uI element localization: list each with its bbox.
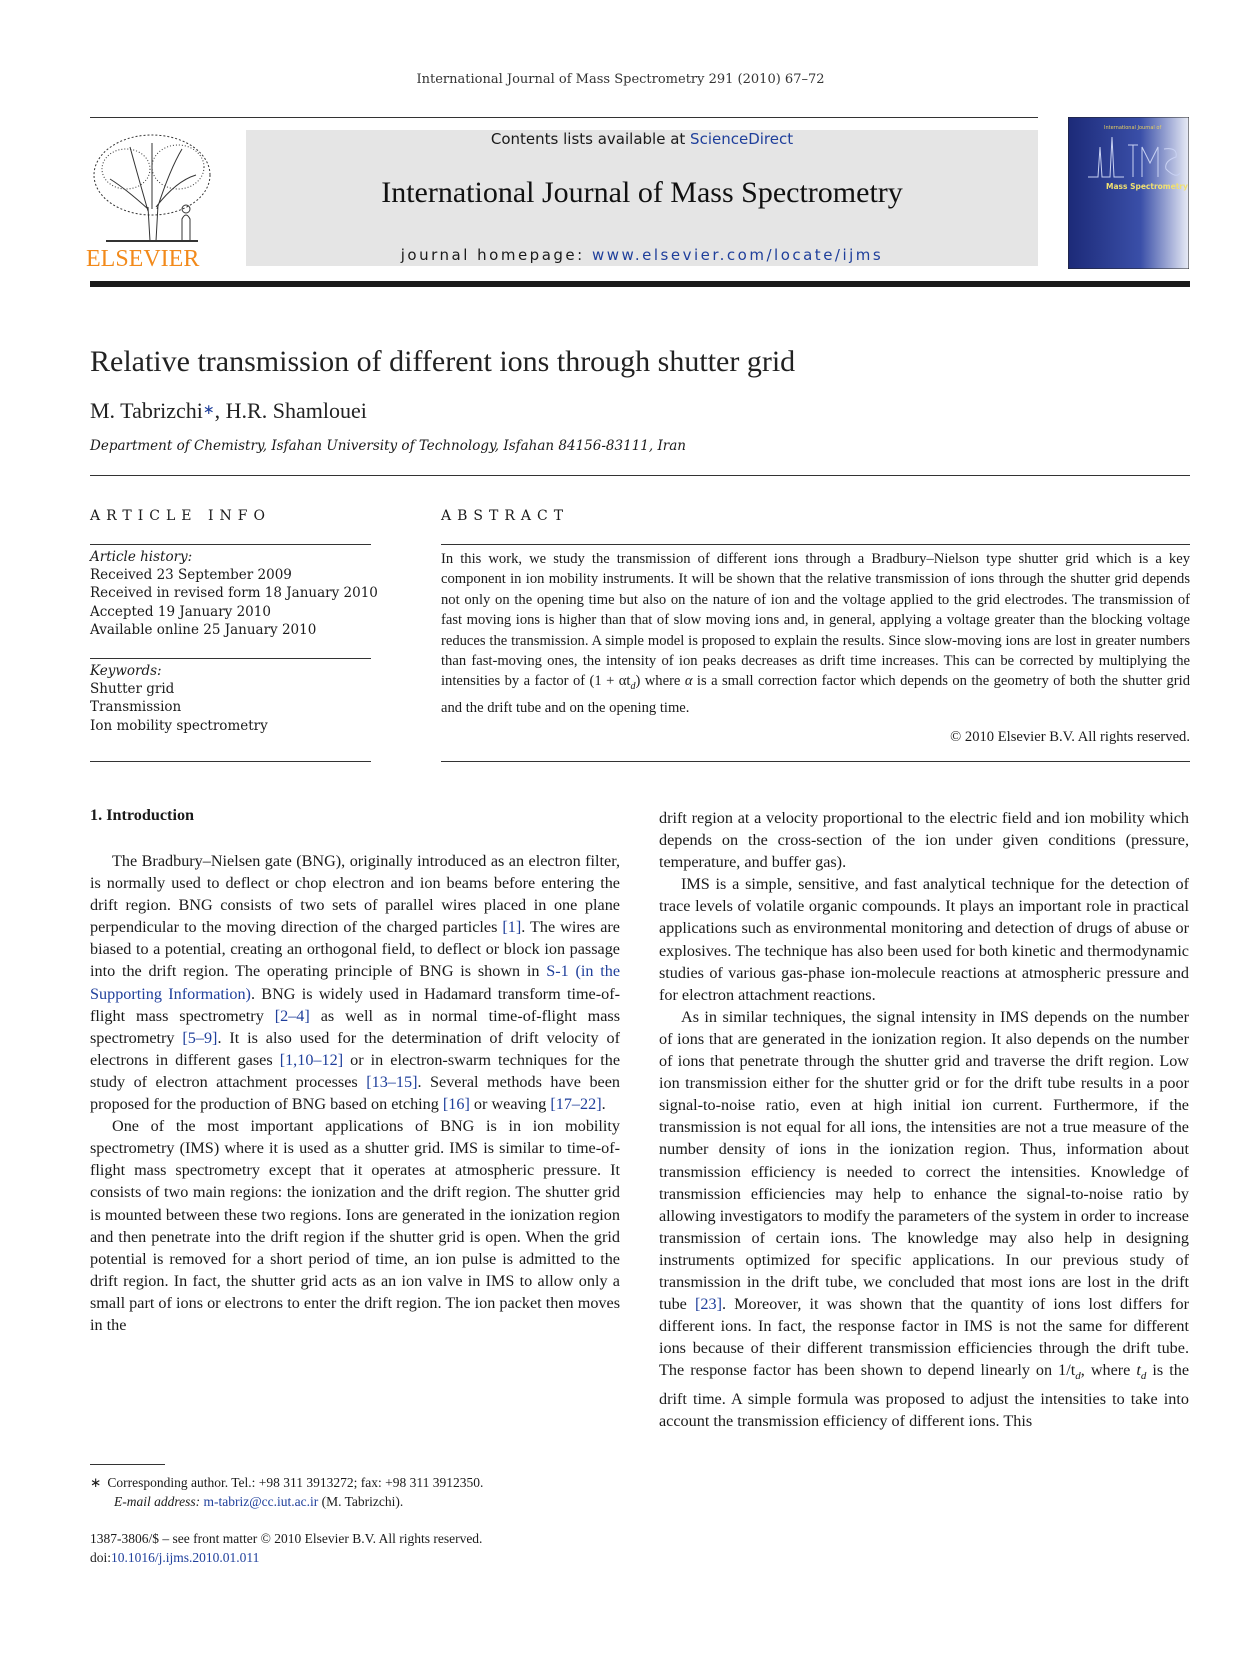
abstract-rule-top xyxy=(441,544,1190,545)
keyword-item: Ion mobility spectrometry xyxy=(90,717,268,734)
cover-small-text: International Journal of xyxy=(1104,125,1162,131)
author-2: , H.R. Shamlouei xyxy=(214,398,367,423)
front-matter xyxy=(90,1530,482,1567)
citation-link[interactable]: [13–15] xyxy=(366,1072,418,1091)
text-run: or in electron-swarm techniques for the study of electron attachment processes xyxy=(90,1050,620,1091)
abstract-copyright: © 2010 Elsevier B.V. All rights reserved. xyxy=(950,729,1190,745)
article-title: Relative transmission of different ions through shutter grid xyxy=(90,345,796,378)
front-matter-line: 1387-3806/$ – see front matter © 2010 Elsevier B.V. All rights reserved. xyxy=(90,1531,483,1546)
homepage-link[interactable]: www.elsevier.com/locate/ijms xyxy=(591,246,884,264)
author-list xyxy=(90,398,367,424)
paragraph: One of the most important applications of BNG is in ion mobility spectrometry (IMS) where it is used as a shutter grid. IMS is similar to time-of-flight mass spectrometry except that it operates at atmospheric pressure. It consists of two main regions: the ionization and the drift region. The shutter grid is mounted between these two regions. Ions are generated in the ionization region and then penetrate into the drift region if the shutter grid is open. When the grid potential is removed for a short period of time, an ion pulse is admitted to the drift region. In fact, the shutter grid acts as an ion valve in IMS to allow only a small part of ions or electrons to enter the drift region. The ion packet then moves in the xyxy=(90,1117,620,1334)
abstract-text xyxy=(441,549,1190,718)
paragraph: drift region at a velocity proportional to the electric field and ion mobility which depends on the cross-section of the ion under given conditions (pressure, temperature, and buffer gas). xyxy=(659,809,1189,872)
footnote-mark: ∗ xyxy=(90,1475,102,1490)
section-heading: 1. Introduction xyxy=(90,806,195,824)
abstract-part: In this work, we study the transmission of different ions through a Bradbury–Nielson type shutter grid which is a key component in ion mobility instruments. It will be shown that the relative transmission of ions through the shutter grid depends not only on the opening time but also on the nature of ion and the voltage applied to the grid electrodes. The transmission of fast moving ions is higher than that of slow moving ions and, in general, applying a voltage greater than the blocking voltage reduces the transmission. A simple model is proposed to explain the results. Since slow-moving ions are lost in greater numbers than fast-moving ones, the intensity of ion peaks decreases as drift time increases. This can be corrected by multiplying the intensities by a factor of xyxy=(441,551,1190,690)
history-item: Accepted 19 January 2010 xyxy=(90,603,271,620)
doi-line xyxy=(90,1549,482,1568)
text-run: . xyxy=(601,1095,606,1114)
citation-link[interactable]: [17–22] xyxy=(550,1095,602,1114)
footnote-line xyxy=(90,1474,483,1493)
text-run: is the drift time. A simple formula was proposed to adjust the intensities to take into account the transmission efficiency of different ions. This xyxy=(659,1361,1190,1430)
citation-link[interactable]: [16] xyxy=(442,1095,470,1114)
text-run: or weaving xyxy=(469,1095,551,1114)
paragraph: IMS is a simple, sensitive, and fast analytical technique for the detection of trace levels of volatile organic compounds. It plays an important role in practical applications such as environmental monitoring and detection of drugs of abuse or explosives. The technique has also been used for both kinetic and thermodynamic studies of various gas-phase ion-molecule reactions at atmospheric pressure and for electron attachment reactions. xyxy=(659,875,1189,1004)
abstract-rule-bottom xyxy=(441,761,1190,762)
body-column-left xyxy=(90,850,620,1336)
contents-line xyxy=(246,130,1038,148)
history-item: Available online 25 January 2010 xyxy=(90,621,317,638)
abstract-part: is a small correction factor which depends on the geometry of both the shutter grid and the drift tube and on the opening time. xyxy=(441,673,1190,716)
citation-link[interactable]: [1] xyxy=(502,918,522,937)
abstract-formula: (1 + αt xyxy=(589,673,631,690)
citation-link[interactable]: [23] xyxy=(695,1295,722,1314)
abstract-formula-end: ) xyxy=(635,673,641,690)
header-rule xyxy=(90,117,1038,118)
journal-name: International Journal of Mass Spectrometry xyxy=(381,176,903,209)
abstract-part: where xyxy=(640,673,685,690)
citation-link[interactable]: [5–9] xyxy=(182,1028,218,1047)
text-run: , where xyxy=(1080,1361,1137,1380)
affiliation-rule xyxy=(90,475,1190,476)
contents-prefix: Contents lists available at xyxy=(490,130,691,148)
text-run: . BNG is widely used in Hadamard transform time-of-flight mass spectrometry xyxy=(90,984,620,1025)
abstract-alpha: α xyxy=(684,673,693,690)
sciencedirect-link[interactable]: ScienceDirect xyxy=(690,130,794,148)
elsevier-wordmark: ELSEVIER xyxy=(86,246,200,271)
elsevier-logo xyxy=(86,129,220,271)
homepage-prefix: journal homepage: xyxy=(400,246,592,264)
history-item: Received 23 September 2009 xyxy=(90,567,292,584)
text-run: As in similar techniques, the signal intensity in IMS depends on the number of ions that are generated in the ionization region. It also depends on the number of ions that penetrate through the shutter grid and traverse the drift region. Low ion transmission either for the shutter grid or for the drift tube results in a poor signal-to-noise ratio, even at high initial ion current. Furthermore, if the transmission is not equal for all ions, the intensities are not a true measure of the number density of ions in the ionization region. Thus, information about transmission efficiency is needed to correct the intensities. Knowledge of transmission efficiencies may help to enhance the signal-to-noise ratio by allowing investigators to modify the parameters of the system in order to increase transmission of certain ions. The knowledge may also help in designing instruments optimized for specific applications. In our previous study of transmission in the drift tube, we concluded that most ions are lost in the drift tube xyxy=(659,1007,1189,1314)
paragraph xyxy=(90,850,620,1115)
article-history xyxy=(90,548,378,639)
corresponding-author-mark[interactable]: ∗ xyxy=(202,403,215,418)
supporting-info-link[interactable]: S-1 (in the Supporting Information) xyxy=(90,962,621,1003)
doi-link[interactable]: 10.1016/j.ijms.2010.01.011 xyxy=(111,1549,260,1565)
keyword-item: Shutter grid xyxy=(90,681,175,698)
body-column-right xyxy=(659,807,1189,1432)
article-info-heading: ARTICLE INFO xyxy=(90,508,271,524)
article-info-rule-mid xyxy=(90,658,371,659)
running-head: International Journal of Mass Spectrometry 291 (2010) 67–72 xyxy=(416,72,825,87)
affiliation: Department of Chemistry, Isfahan University of Technology, Isfahan 84156-83111, Iran xyxy=(90,438,686,454)
citation-link[interactable]: [1,10–12] xyxy=(279,1050,344,1069)
footnote-rule xyxy=(90,1464,165,1465)
email-suffix: (M. Tabrizchi). xyxy=(318,1493,404,1509)
text-run: . Moreover, it was shown that the quantity of ions lost differs for different ions. In fact, the response factor in IMS is not the same for different ions because of their different transmission efficiencies through the drift tube. The response factor has been shown to depend linearly on xyxy=(659,1295,1189,1380)
article-info-rule-top xyxy=(90,544,371,545)
footnote-email-line xyxy=(90,1493,483,1512)
citation-link[interactable]: [2–4] xyxy=(274,1006,310,1025)
footnote xyxy=(90,1474,483,1511)
email-label: E-mail address: xyxy=(114,1493,204,1509)
text-run: . It is also used for the determination of drift velocity of electrons in different gases xyxy=(90,1028,620,1069)
text-run: . The wires are biased to a potential, creating an orthogonal field, to deflect or block ion passage into the drift region. The operating principle of BNG is shown in xyxy=(90,918,620,981)
journal-cover xyxy=(1068,117,1189,269)
text-run: . Several methods have been proposed for the production of BNG based on etching xyxy=(90,1072,621,1114)
cover-title-text: Mass Spectrometry xyxy=(1106,182,1188,191)
footnote-text: Corresponding author. Tel.: +98 311 3913272; fax: +98 311 3912350. xyxy=(104,1475,484,1490)
abstract-formula-sub: d xyxy=(630,681,636,693)
math-expr: 1/t xyxy=(1058,1361,1076,1380)
keywords xyxy=(90,662,268,735)
homepage-line xyxy=(246,246,1038,264)
math-sub: d xyxy=(1075,1370,1081,1383)
doi-label: doi: xyxy=(90,1549,112,1565)
text-run: as well as in normal time-of-flight mass spectrometry xyxy=(90,1006,620,1047)
email-link[interactable]: m-tabriz@cc.iut.ac.ir xyxy=(203,1493,319,1509)
history-item: Received in revised form 18 January 2010 xyxy=(90,585,378,602)
author-1: M. Tabrizchi xyxy=(90,398,203,423)
keyword-item: Transmission xyxy=(90,699,182,716)
math-sub: d xyxy=(1140,1370,1147,1383)
article-info-rule-bottom xyxy=(90,761,371,762)
abstract-heading: ABSTRACT xyxy=(441,508,570,524)
math-var: t xyxy=(1136,1361,1141,1380)
history-label: Article history: xyxy=(90,549,193,565)
header-thick-rule xyxy=(90,281,1190,287)
keywords-label: Keywords: xyxy=(90,663,162,679)
paragraph xyxy=(659,1006,1189,1432)
text-run: The Bradbury–Nielsen gate (BNG), originally introduced as an electron filter, is normally used to deflect or chop electron and ion beams before entering the drift region. BNG consists of two sets of parallel wires placed in one plane perpendicular to the moving direction of the charged particles xyxy=(90,852,620,937)
